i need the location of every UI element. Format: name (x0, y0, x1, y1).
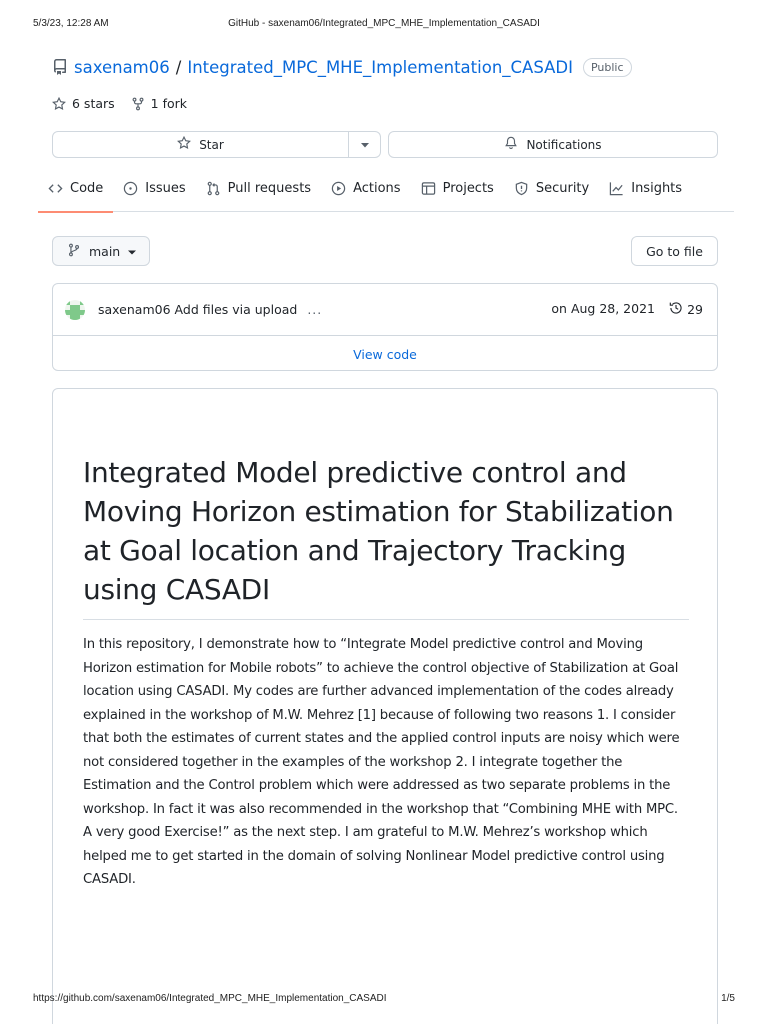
tab-issues-label: Issues (145, 181, 186, 196)
print-url: https://github.com/saxenam06/Integrated_MPC_MHE_Implementation_CASADI (33, 993, 387, 1004)
avatar[interactable] (65, 300, 85, 320)
print-page-number: 1/5 (721, 993, 735, 1004)
tab-code-label: Code (70, 181, 104, 196)
repo-tabs (38, 166, 734, 212)
repo-separator: / (175, 57, 182, 77)
latest-commit-row (53, 284, 717, 336)
shield-icon (514, 181, 529, 196)
star-label: Star (199, 137, 224, 152)
latest-commit-box (52, 283, 718, 371)
commit-date: on Aug 28, 2021 (551, 301, 655, 316)
bell-icon (504, 136, 518, 153)
star-dropdown-button[interactable] (349, 131, 381, 158)
star-icon (177, 136, 191, 153)
caret-down-icon (128, 244, 136, 259)
print-header (33, 18, 735, 32)
stars-count: 6 stars (72, 96, 115, 111)
tab-security[interactable] (504, 166, 599, 212)
tab-projects-label: Projects (442, 181, 494, 196)
pull-request-icon (206, 181, 221, 196)
stars-link[interactable] (52, 96, 115, 111)
readme-heading: Integrated Model predictive control and Moving Horizon estimation for Stabilization at Goal location and Trajectory Tracking using CASADI (83, 453, 689, 620)
commit-message-link[interactable]: Add files via upload (174, 302, 298, 317)
tab-pull-requests[interactable] (196, 166, 321, 212)
commit-expand-button[interactable]: ... (307, 302, 323, 317)
git-branch-icon (67, 243, 81, 260)
tab-security-label: Security (535, 181, 590, 196)
star-icon (52, 97, 66, 111)
notifications-button[interactable] (388, 131, 718, 158)
repo-title (52, 55, 632, 79)
commit-count: 29 (687, 302, 703, 317)
star-button-group (52, 131, 381, 158)
readme-paragraph: In this repository, I demonstrate how to “Integrate Model predictive control and Moving Horizon estimation for Mobile robots” to achieve the control objective of Stabilization at Goal location using CASADI. My codes are further advanced implementation of the codes already explained in the workshop of M.W. Mehrez [1] because of following two reasons 1. I consider that both the estimates of current states and the applied control inputs are noisy which were not considered together in the examples of the workshop 2. I integrate together the Estimation and the Control problem which were addressed as two separate problems in the workshop. In fact it was also recommended in the workshop that “Combining MHE with MPC. A very good Exercise!” as the next step. I am grateful to M.W. Mehrez’s workshop which helped me to get started in the domain of solving Nonlinear Model predictive control using CASADI. (83, 637, 680, 887)
code-icon (48, 181, 63, 196)
view-code-link[interactable]: View code (353, 346, 417, 362)
tab-actions-label: Actions (353, 181, 401, 196)
table-icon (421, 181, 436, 196)
visibility-badge: Public (583, 58, 632, 77)
tab-code[interactable] (38, 166, 113, 212)
commit-history-link[interactable] (669, 301, 703, 318)
graph-icon (609, 181, 624, 196)
repo-name-link[interactable]: Integrated_MPC_MHE_Implementation_CASADI (187, 57, 573, 77)
tab-pull-requests-label: Pull requests (227, 181, 312, 196)
repo-owner-link[interactable]: saxenam06 (74, 57, 170, 77)
branch-selector[interactable] (52, 236, 150, 266)
forks-link[interactable] (131, 96, 187, 111)
fork-icon (131, 97, 145, 111)
repo-stats (52, 96, 187, 111)
repo-icon (52, 59, 68, 75)
tab-insights-label: Insights (631, 181, 683, 196)
issues-icon (123, 181, 138, 196)
tab-projects[interactable] (411, 166, 504, 212)
branch-name: main (89, 243, 121, 259)
commit-author-link[interactable]: saxenam06 (98, 302, 171, 317)
history-icon (669, 301, 683, 318)
print-date: 5/3/23, 12:28 AM (33, 18, 109, 29)
readme-panel (52, 388, 718, 1024)
tab-actions[interactable] (321, 166, 411, 212)
notifications-label: Notifications (526, 137, 602, 152)
star-button[interactable] (52, 131, 349, 158)
print-footer (33, 993, 735, 1007)
forks-count: 1 fork (150, 96, 188, 111)
tab-issues[interactable] (113, 166, 195, 212)
caret-down-icon (361, 138, 369, 152)
tab-insights[interactable] (599, 166, 692, 212)
print-title: GitHub - saxenam06/Integrated_MPC_MHE_Implementation_CASADI (228, 18, 540, 29)
go-to-file-button[interactable]: Go to file (631, 236, 718, 266)
play-icon (331, 181, 346, 196)
